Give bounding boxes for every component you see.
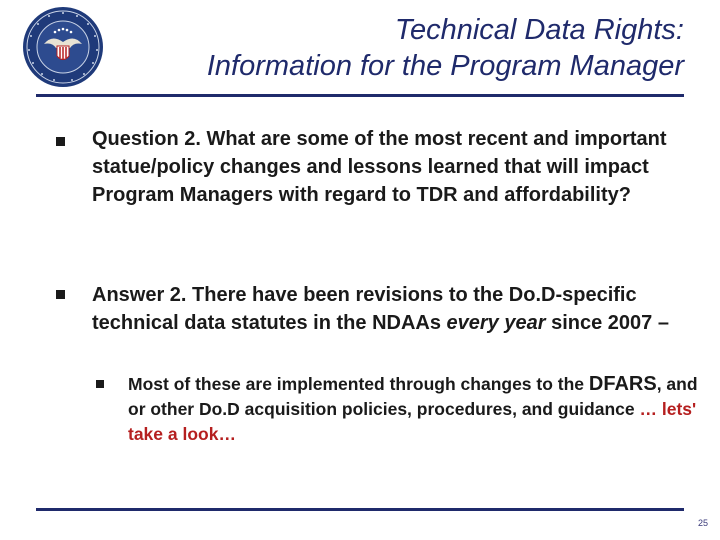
title-line-1: Technical Data Rights: [394, 14, 684, 46]
page-title [207, 12, 684, 84]
bullet-marker-sub [96, 380, 104, 388]
answer-intro: Answer 2. There have been revisions to the Do.D-specific technical data statutes in the NDAAs [92, 284, 637, 334]
sub-bullet-highlight: … lets' take a look… [128, 399, 697, 444]
answer-tail: since 2007 – [545, 312, 669, 334]
bullet-marker-answer [56, 290, 65, 299]
dod-seal-icon [22, 6, 104, 88]
sub-bullet-dfars: DFARS [588, 373, 657, 395]
title-divider [36, 94, 684, 97]
answer-emphasis: every year [446, 312, 546, 334]
sub-bullet-text [128, 372, 703, 447]
sub-bullet-part2: , and or other Do.D acquisition policies, procedures, and guidance [128, 374, 698, 419]
page-number: 25 [697, 518, 708, 528]
question-text: Question 2. What are some of the most recent and important statue/policy changes and lessons learned that will impact Program Managers with regard to TDR and affordability? [92, 128, 667, 206]
answer-text [92, 281, 692, 337]
title-line-2: Information for the Program Manager [206, 50, 684, 82]
footer-divider [36, 508, 684, 511]
bullet-marker-question [56, 137, 65, 146]
sub-bullet-part1: Most of these are implemented through changes to the [128, 374, 589, 394]
